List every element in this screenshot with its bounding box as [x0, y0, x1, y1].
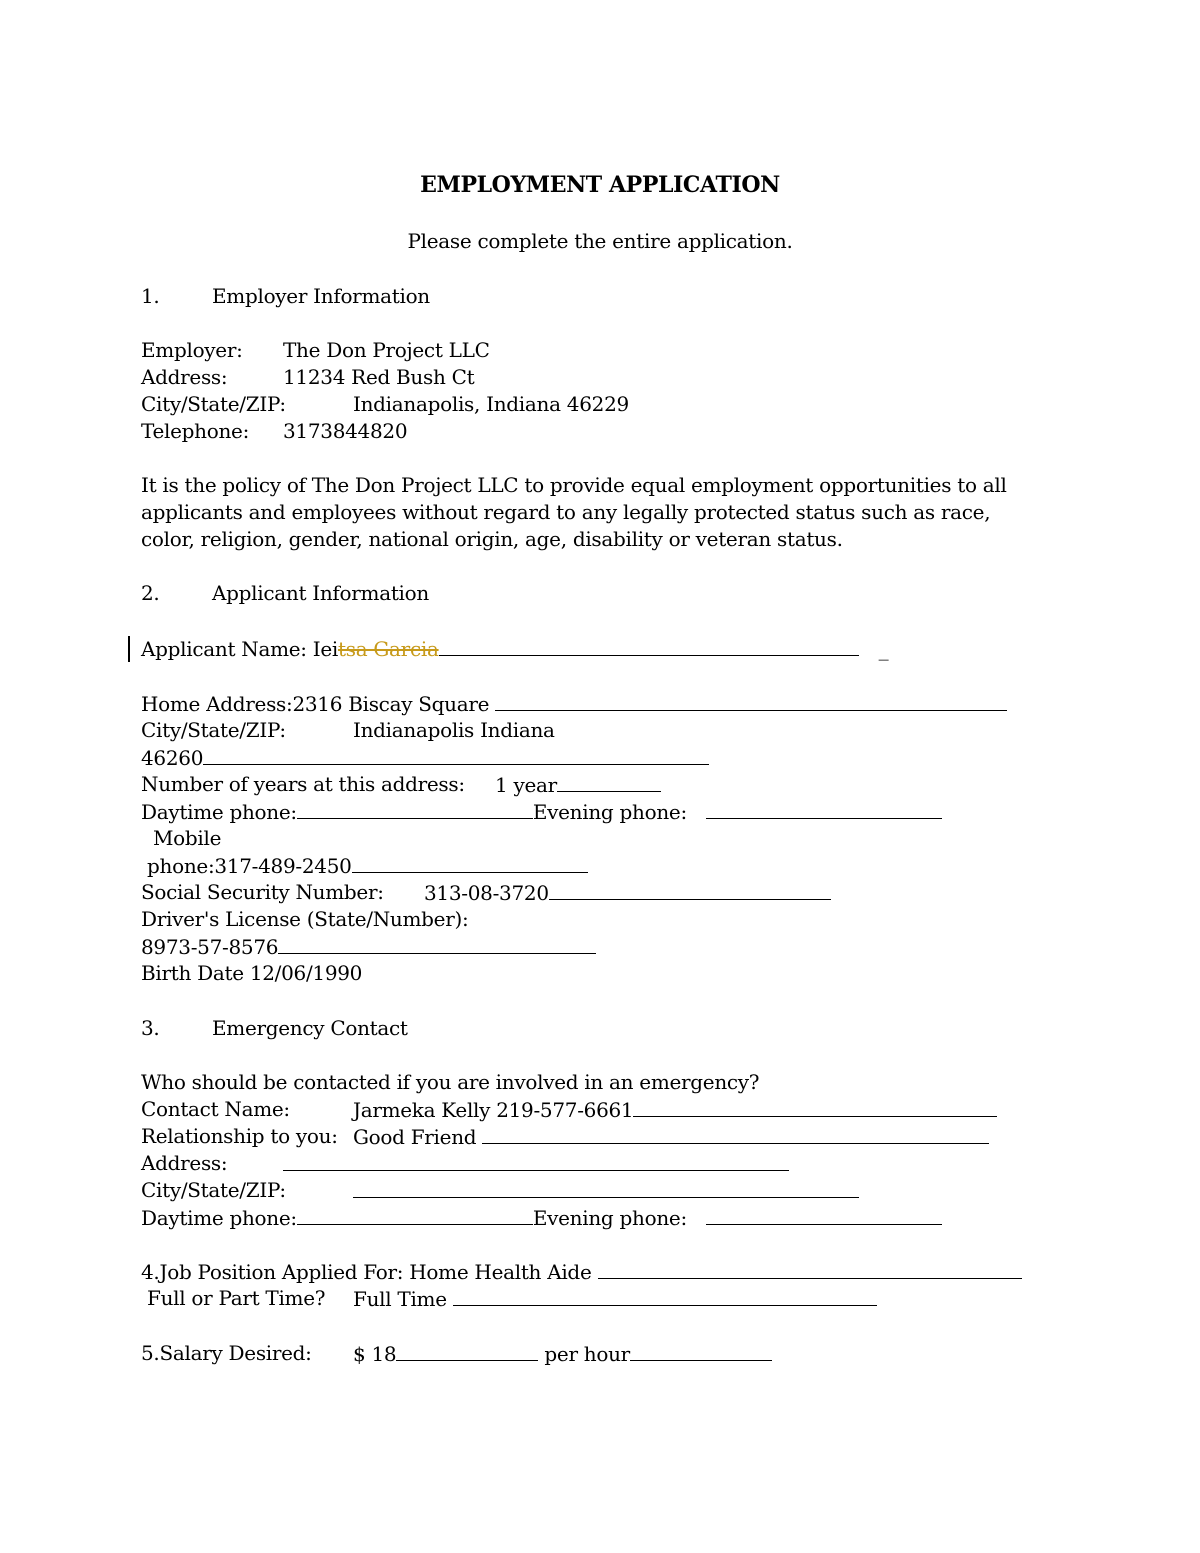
contact-name-label: Contact Name: [141, 1097, 290, 1121]
employer-city-value: Indianapolis, Indiana 46229 [353, 392, 629, 416]
relationship-line[interactable] [353, 1123, 989, 1151]
section-3-heading: Emergency Contact [212, 1016, 408, 1040]
applicant-daytime-phone-line[interactable] [141, 798, 687, 826]
applicant-evening-phone-blank [706, 798, 942, 819]
salary-per-hour: per hour [538, 1342, 630, 1366]
mobile-phone-blank [352, 852, 588, 873]
applicant-zip-value: 46260 [141, 746, 204, 770]
emergency-city-field[interactable] [353, 1177, 859, 1205]
applicant-daytime-phone-label: Daytime phone: [141, 800, 297, 824]
home-address-value: 2316 Biscay Square [292, 692, 496, 716]
mobile-label-line2: phone: [147, 854, 215, 878]
page-subtitle: Please complete the entire application. [407, 229, 793, 253]
license-blank [278, 933, 596, 954]
emergency-address-blank [283, 1150, 789, 1171]
employer-address-label: Address: [141, 365, 228, 389]
home-address-blank [495, 690, 1007, 711]
full-part-time-value: Full Time [353, 1287, 453, 1311]
emergency-evening-phone-blank [706, 1204, 942, 1225]
ssn-blank [549, 879, 831, 900]
applicant-city-label: City/State/ZIP: [141, 718, 286, 742]
section-2-number: 2. [141, 581, 160, 605]
applicant-name-label: Applicant Name: [141, 637, 313, 661]
section-3-number: 3. [141, 1016, 160, 1040]
equal-opportunity-policy: It is the policy of The Don Project LLC to provide equal employment opportunities to all applicants and employees without regard to any legally protected status such as race, color, religion, gender, national origin, age, disability or veteran status. [141, 473, 1007, 551]
salary-blank [396, 1340, 538, 1361]
page-title: EMPLOYMENT APPLICATION [420, 172, 780, 198]
applicant-name-line[interactable] [141, 635, 888, 663]
years-at-address-line[interactable] [495, 771, 661, 799]
years-at-address-label: Number of years at this address: [141, 772, 465, 796]
mobile-phone-value: 317-489-2450 [214, 854, 352, 878]
emergency-daytime-phone-line[interactable] [141, 1204, 687, 1232]
contact-name-blank [633, 1096, 997, 1117]
employer-city-label: City/State/ZIP: [141, 392, 286, 416]
license-line[interactable] [141, 933, 596, 961]
birth-date-line[interactable] [141, 960, 362, 987]
years-at-address-blank [557, 771, 661, 792]
section-2-heading: Applicant Information [212, 581, 429, 605]
emergency-evening-phone-label: Evening phone: [532, 1206, 687, 1230]
license-label: Driver's License (State/Number): [141, 907, 469, 931]
full-part-time-label: Full or Part Time? [147, 1286, 326, 1310]
job-position-blank [598, 1258, 1022, 1279]
applicant-daytime-phone-blank [297, 798, 533, 819]
applicant-name-trailing: _ [878, 637, 889, 661]
salary-line[interactable] [353, 1340, 772, 1368]
salary-label: 5.Salary Desired: [141, 1341, 312, 1365]
contact-name-line[interactable] [353, 1096, 997, 1124]
job-position-value: Home Health Aide [409, 1260, 598, 1284]
emergency-daytime-phone-label: Daytime phone: [141, 1206, 297, 1230]
employer-label: Employer: [141, 338, 243, 362]
full-part-time-blank [453, 1285, 877, 1306]
job-position-line[interactable] [141, 1258, 1022, 1286]
employer-value: The Don Project LLC [283, 338, 490, 362]
relationship-label: Relationship to you: [141, 1124, 338, 1148]
birth-date-value: 12/06/1990 [249, 961, 363, 985]
section-1-heading: Employer Information [212, 284, 430, 308]
employer-phone-label: Telephone: [141, 419, 250, 443]
birth-date-label: Birth Date [141, 961, 250, 985]
applicant-name-deleted: tsa Garcia [338, 637, 439, 661]
applicant-evening-phone-label: Evening phone: [532, 800, 687, 824]
relationship-blank [482, 1123, 989, 1144]
section-1-number: 1. [141, 284, 160, 308]
years-at-address-value: 1 year [495, 773, 557, 797]
emergency-address-field[interactable] [283, 1150, 789, 1178]
applicant-evening-phone-field[interactable] [706, 798, 942, 826]
contact-name-value: Jarmeka Kelly 219-577-6661 [353, 1098, 634, 1122]
applicant-name-blank [439, 635, 859, 656]
full-part-time-line[interactable] [353, 1285, 877, 1313]
emergency-city-label: City/State/ZIP: [141, 1178, 286, 1202]
applicant-name-value: Iei [312, 637, 338, 661]
emergency-daytime-phone-blank [297, 1204, 533, 1225]
emergency-address-label: Address: [141, 1151, 228, 1175]
ssn-value: 313-08-3720 [424, 881, 549, 905]
applicant-zip-blank [203, 744, 709, 765]
employer-address-value: 11234 Red Bush Ct [283, 365, 475, 389]
text-cursor [128, 636, 130, 662]
emergency-question: Who should be contacted if you are involved in an emergency? [141, 1070, 760, 1094]
mobile-label-line1: Mobile [153, 826, 222, 850]
employer-phone-value: 3173844820 [283, 419, 408, 443]
job-position-label: 4.Job Position Applied For: [141, 1260, 410, 1284]
salary-value: 18 [371, 1342, 397, 1366]
emergency-evening-phone-field[interactable] [706, 1204, 942, 1232]
salary-per-hour-blank [630, 1340, 772, 1361]
applicant-zip-line[interactable] [141, 744, 709, 772]
mobile-phone-line[interactable] [147, 852, 588, 880]
emergency-city-blank [353, 1177, 859, 1198]
home-address-line[interactable] [141, 690, 1007, 718]
license-value: 8973-57-8576 [141, 935, 279, 959]
relationship-value: Good Friend [353, 1125, 483, 1149]
home-address-label: Home Address: [141, 692, 293, 716]
applicant-city-value: Indianapolis Indiana [353, 718, 555, 742]
salary-currency: $ [353, 1342, 372, 1366]
ssn-line[interactable] [424, 879, 831, 907]
ssn-label: Social Security Number: [141, 880, 384, 904]
